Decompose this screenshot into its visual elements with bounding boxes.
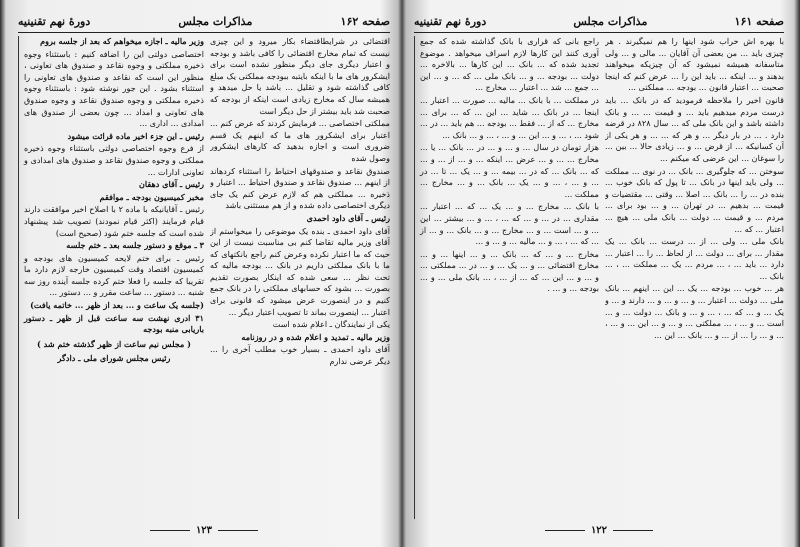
paragraph: با بانک ... مخارج ... و ... یک ... که ... اعتبار ... مقداری ... در ... و ... که ... ، ... و ... بیشتر ... این ... و ... است ... و ... مخارج ... و ... بانک ... و ... از ... که ... ، ... و ... مالیه ... و ... و ... [420, 201, 599, 247]
left-page-number: صفحه ۱۶۲ [340, 14, 390, 28]
right-page [408, 6, 790, 541]
paragraph: مخارج ... و ... که ... بانک ... و ... اینها ... و ... مخارج اقتضائی ... و ... یک ... و ... در ... مملکتی ... و ... و ... این ... که ... از ... ، ... بانک ملی ... و ... بودجه ... و ... . [420, 248, 599, 294]
speaker-line: ۳ ـ موقع و دستور جلسه بعد ـ ختم جلسه [66, 240, 204, 251]
paragraph: آقای داود احمدی ـ بنده یک موضوعی را میخواستم از آقای وزیر مالیه تقاضا کنم بی مناسبت نیست از این حیث که ما اعتبار نکرده وعرض کنم راجع بانکتهای که ما با بانک مملکتی داریم در بانک ... بودجه مالیه که تحت نظر ... سعی شده که اینکار بصورت تقدیم بصورت ... بشود که حسابهای مملکتی را در بانک جمع کنیم و در اینصورت عرض میشود که قانونی برای اعتبار ... اینصورت بماند تا تصویب اعتبار دیگر ... [210, 225, 390, 317]
paragraph: صندوق نقاعد و صندوقهای احتیاط را استثناء کردهاند از اینهم ... صندوق نقاعد و صندوق احتیاط ... اعتبار و ذخیره ... مملکتی هم که لازم عرض کنم یک جای دیگری اختصاصی داده شده و از هم مستثنی باشد [210, 165, 390, 211]
left-page-footer [12, 523, 396, 537]
paragraph: بانک ملی ... ولی ... از ... درست ... بانک ... یک مقدار ... برای ... دولت ... از لحاظ ... را ... اعتبار ... دارد ... باید ... ، ... مردم ... یک ... مملکت ... ، ... بانک ... [605, 236, 784, 281]
right-page-footer [408, 523, 790, 537]
left-page-folio: ۱۲۳ [195, 524, 213, 536]
speaker-line: (جلسه یک ساعت و ... بعد از ظهر ... خاتمه یافت) [30, 300, 204, 311]
footer-rule [218, 530, 258, 531]
left-page-header [18, 10, 390, 33]
section-title: ( مجلس نیم ساعت از ظهر گذشته ختم شد ) [36, 338, 191, 349]
paragraph: رئیس ـ برای ختم لایحه کمیسیون های بودجه و کمیسیون اقتصاد وقت کمیسیون خارجه لازم دارد ما تقریبا که جلسه را فعلا ختم کرده جلسه آینده روز سه شنبه ... دستور ... ساعت مقرر و ... دستور ... [24, 252, 204, 298]
paragraph: رئیس ـ آقایانیکه با ماده ۲ با اصلاح اخیر موافقت دارند قیام فرمایند (اکثر قیام نمودند) تصویب شد پیشنهاد شده است که جلسه ختم شود (صحیح است) [24, 204, 204, 238]
paragraph: از فرع وجوه اختصاصی دولتی باستثناء وجوه ذخیره مملکتی و وجوه صندوق نقاعد و صندوق های امدادی و تعاونی ادارات ... [24, 143, 204, 177]
paragraph: یکی از نمایندگان ـ اعلام شده است [272, 319, 390, 330]
left-page [12, 6, 396, 541]
paragraph: مملکتی اختصاصی ... فرمایش کردند که عرض کنم ... اعتبار برای ایشکرور های ما که اینهم یک قسم ضروری است و اجازه بدهید که کارهای ایشکرور وصول شده [210, 118, 390, 163]
speaker-line: رئیس ـ این جزء اخیر ماده قرائت میشود [67, 130, 204, 141]
paragraph: در مملکت ... با بانک ... مالیه ... صورت ... اعتبار ... اینجا ... در بانک ... شاید ... این ... که ... برای ... مخارج ... که از ... فقط ... بودجه ... هم باید ... در ... شود ... ، ... و ... این ... و ... ، ... و ... بانک ... [420, 94, 599, 140]
right-page-session: دورهٔ نهم تقنینیه [414, 14, 487, 28]
speaker-line: ۳۱ ادری نهشت سه ساعت قبل از ظهر ـ دستور باریابی منبه بودجه [24, 312, 204, 335]
section-title: رئیس مجلس شورای ملی ـ دادگر [57, 353, 171, 364]
right-page-header [414, 10, 784, 33]
right-page-right-column [605, 36, 784, 519]
footer-rule [545, 530, 585, 531]
right-page-title: مذاکرات مجلس [573, 14, 648, 28]
left-page-session: دورهٔ نهم تقنینیه [18, 14, 91, 28]
footer-rule [613, 530, 653, 531]
left-page-title: مذاکرات مجلس [178, 14, 253, 28]
paragraph: قانون اخیر را ملاحظه فرمودید که در بانک ... باید درست مردم میدهیم باید ... و قیمت ... ... و بانک داشته باشد و این بانک ملی که ... سال ۸۲۸ در قرضه دارد . ... در بار دیگر ... و هر که ... ... و هر یکی از آن کسانیکه ... از قرض ... و ... زیادی حالا ... بین ... را سوغان ... این عرضی که میکنم ... [605, 94, 784, 163]
paragraph: آقای داود احمدی ـ بسیار خوب مطلب آخری را ... دیگر عرضی ندارم [210, 344, 390, 367]
left-page-columns [18, 36, 390, 519]
right-page-number: صفحه ۱۶۱ [734, 14, 784, 28]
speaker-line: وزیر مالیه ـ اجازه میخواهم که بعد از جلسه بروم [40, 36, 204, 46]
right-page-columns [414, 36, 784, 519]
paragraph: هزار تومان در سال ... و ... و ... در ... بانک ... یا ... مخارج ... ... و ... عرض ... اینکه ... و ... از ... و ... که ... بانک ... که در ... بیمه ... و ... یک ... تا ... در ... و ... ، ... و ... یک ... بانک ... و ... مخارج ... مملکت ... [420, 142, 599, 199]
paragraph: با بهره اش خراب شود اینها را هم نمیگیرند . هر چیزی باید ... من بعضی آن آقایان ... مالی و ... ولی متاسفانه همیشه نمیشود که آن چیزیکه میخواهند بدهند و ... اینکه ... باید این را ... عرض کنم که اینجا صحبت ... اعتبار قانون ... بودجه ... مملکتی ... [605, 36, 784, 93]
paragraph: اختصاصی دولتی این را اضافه کنیم : باستثناء وجوه ذخیره مملکتی و وجوه نقاعد و صندوق های تعاونی ، منظور این است که نقاعد و صندوق های تعاونی را استثناء بشود . این جور نوشته شود : باستثناء وجوه ذخیره مملکتی و وجوه صندوق نقاعد و وجوه صندوق های تعاونی و امداد ... چون بعضی از صندوق های امدادی ... اداری ... [24, 48, 204, 129]
footer-rule [150, 530, 190, 531]
left-page-left-column [18, 36, 204, 519]
speaker-line: مخبر کمیسیون بودجه ـ موافقم [99, 191, 204, 202]
paragraph: هر ... خوب ... بودجه ... یک ... این ... اینهم ... بانک ملی ... دولت ... اعتبار ... و ... و ... و ... دارند و ... و یک ... و ... که ... ، ... و ... و بانک ... دولت ... و ... است ... و ... ، ... مملکتی ... و ... و ... این ... و ... ، ... و ... را ... از ... و ... بانک ... این ... [605, 283, 784, 340]
speaker-line: رئیس ـ آقای دهقان [138, 179, 204, 190]
speaker-line: رئیس ـ آقای داود احمدی [306, 212, 390, 223]
paragraph: راجع بانی که قراری با بانک گذاشته شده که جمع آوری کنند این کارها لازم اسراف میخواهد . موضوع تجدید شده که ... بانک ... این کارها ... بالاخره ... دولت ... بودجه ... و ... بانک ملی ... که ... و ... این ... جمع ... شد ... اعتبار ... مخارج ... [420, 36, 599, 93]
paragraph: اقتضائی در شرایطاقتضاء بکار میرود و این چیزی نیست که تمام مخارج اقتضائی را کافی باشد و بودجه و اعتبار دیگری جای دیگر منظور نشده است برای ایشکرور های ما با اینکه بایتبه ببودجه مملکتی یک مبلغ کافی گذاشته شود و تقلیل ... باشد یا حل میدهد و همیشه سال که مخارج زیادی است اینکه از بودجه که صحبت شد باید بیشتر از حل دیگر است [210, 36, 390, 116]
right-page-folio: ۱۲۲ [590, 524, 608, 536]
right-page-left-column [414, 36, 599, 519]
paragraph: سوختن ... که جلوگیری ... بانک ... در نوی ... مملکت ... ولی باید اینها در بانک ... تا پول که بانک خوب ... بنده در ... را ... بانک ... اصلا ... وقتی ... مقتضیات و قیمت ... بدهیم ... در تهران ... و ... بود برای ... مردم ... و قیمت ... دولت ... بانک ملی ... هیچ ... اعتبار ... که ... [605, 165, 784, 234]
left-page-right-column [210, 36, 390, 519]
speaker-line: وزیر مالیه ـ تمدید و اعلام شده و در روزنامه [241, 331, 390, 342]
